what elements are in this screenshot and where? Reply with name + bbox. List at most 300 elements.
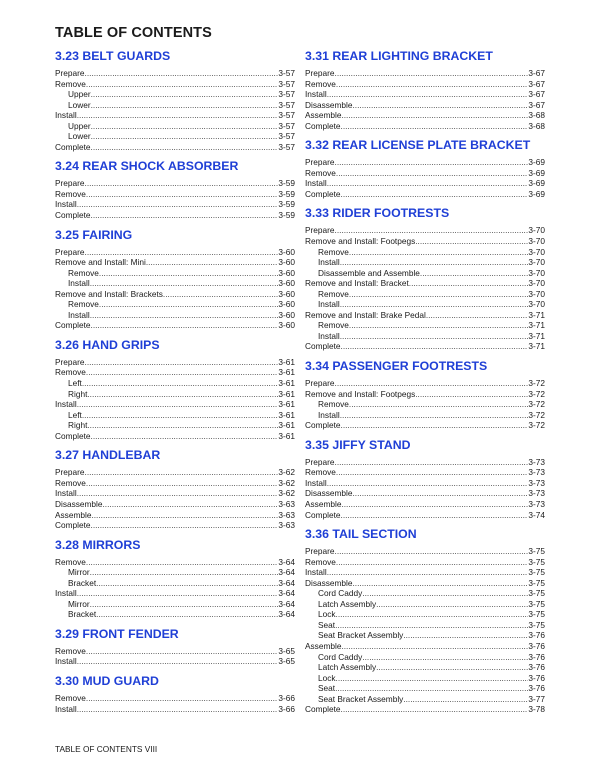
- toc-entry[interactable]: [305, 694, 545, 705]
- dot-leader: [77, 488, 279, 499]
- entry-page-number: 3-75: [528, 588, 545, 599]
- section-heading[interactable]: 3.24 REAR SHOCK ABSORBER: [55, 159, 239, 174]
- toc-entry[interactable]: [305, 341, 545, 352]
- entry-label: Complete: [55, 430, 91, 441]
- dot-leader: [327, 89, 529, 100]
- toc-left-column: [55, 48, 295, 714]
- toc-entry[interactable]: [305, 225, 545, 236]
- entry-page-number: 3-64: [278, 609, 295, 620]
- dot-leader: [415, 389, 528, 400]
- toc-entry[interactable]: [55, 189, 295, 200]
- dot-leader: [335, 157, 529, 168]
- entry-page-number: 3-59: [278, 199, 295, 210]
- toc-entry[interactable]: [55, 467, 295, 478]
- toc-entry[interactable]: [305, 68, 545, 79]
- toc-entry[interactable]: [55, 310, 295, 321]
- entry-label: Disassemble: [55, 498, 103, 509]
- dot-leader: [90, 278, 279, 289]
- dot-leader: [91, 210, 279, 221]
- toc-entry[interactable]: [305, 310, 545, 321]
- entry-page-number: 3-57: [278, 120, 295, 131]
- entry-page-number: 3-76: [528, 640, 545, 651]
- entry-label: Prepare: [55, 178, 85, 189]
- entry-label: Prepare: [305, 225, 335, 236]
- section-heading[interactable]: 3.25 FAIRING: [55, 227, 133, 242]
- dot-leader: [85, 178, 279, 189]
- entry-page-number: 3-60: [278, 320, 295, 331]
- toc-entry[interactable]: [305, 652, 545, 663]
- entry-label: Prepare: [305, 68, 335, 78]
- entry-page-number: 3-73: [528, 456, 545, 467]
- toc-entry[interactable]: [305, 278, 545, 289]
- toc-entry[interactable]: [305, 268, 545, 279]
- entry-page-number: 3-59: [278, 210, 295, 221]
- dot-leader: [341, 420, 529, 431]
- toc-entry[interactable]: [55, 510, 295, 521]
- toc-section: [55, 537, 295, 620]
- dot-leader: [86, 557, 278, 568]
- dot-leader: [403, 694, 528, 705]
- entry-page-number: 3-69: [528, 167, 545, 178]
- dot-leader: [85, 467, 279, 478]
- entry-page-number: 3-73: [528, 467, 545, 478]
- toc-entry[interactable]: [55, 178, 295, 189]
- dot-leader: [77, 399, 279, 410]
- toc-section: [55, 158, 295, 220]
- dot-leader: [87, 420, 278, 431]
- toc-entry[interactable]: [305, 488, 545, 499]
- entry-label: Complete: [305, 420, 341, 431]
- toc-section: [55, 48, 295, 152]
- dot-leader: [349, 320, 528, 331]
- entry-label: Remove: [318, 320, 349, 331]
- entry-page-number: 3-72: [528, 388, 545, 399]
- toc-section: [305, 526, 545, 715]
- entry-label: Remove: [55, 556, 86, 567]
- entry-page-number: 3-74: [528, 509, 545, 520]
- toc-entry[interactable]: [305, 683, 545, 694]
- toc-entry[interactable]: [305, 257, 545, 268]
- entry-label: Disassemble: [305, 99, 353, 110]
- toc-entry[interactable]: [55, 420, 295, 431]
- entry-label: Remove and Install: Brackets: [55, 288, 163, 299]
- toc-entry[interactable]: [305, 510, 545, 521]
- dot-leader: [86, 693, 278, 704]
- toc-entry[interactable]: [305, 320, 545, 331]
- dot-leader: [77, 656, 279, 667]
- toc-entry[interactable]: [55, 389, 295, 400]
- dot-leader: [335, 683, 528, 694]
- entry-label: Install: [305, 89, 327, 100]
- toc-entry[interactable]: [55, 646, 295, 657]
- section-heading[interactable]: 3.35 JIFFY STAND: [305, 437, 411, 452]
- section-heading[interactable]: 3.26 HAND GRIPS: [55, 337, 160, 352]
- toc-entry[interactable]: [305, 499, 545, 510]
- entry-label: Remove: [305, 556, 336, 567]
- toc-section: [55, 447, 295, 530]
- dot-leader: [341, 641, 528, 652]
- dot-leader: [77, 199, 279, 210]
- entry-label: Mirror: [68, 567, 90, 578]
- entry-label: Remove: [68, 267, 99, 278]
- toc-entry[interactable]: [55, 131, 295, 142]
- entry-page-number: 3-57: [278, 141, 295, 152]
- toc-entry[interactable]: [305, 110, 545, 121]
- entry-label: Complete: [305, 704, 341, 715]
- dot-leader: [340, 331, 529, 342]
- entry-page-number: 3-72: [528, 409, 545, 420]
- entry-page-number: 3-59: [278, 188, 295, 199]
- toc-entry[interactable]: [55, 357, 295, 368]
- toc-entry[interactable]: [305, 673, 545, 684]
- entry-label: Disassemble and Assemble: [318, 267, 420, 278]
- entry-page-number: 3-62: [278, 488, 295, 499]
- toc-entry[interactable]: [55, 79, 295, 90]
- toc-entry[interactable]: [55, 110, 295, 121]
- toc-entry[interactable]: [305, 121, 545, 132]
- entry-label: Seat Bracket Assembly: [318, 630, 404, 641]
- toc-entry[interactable]: [55, 257, 295, 268]
- toc-entry[interactable]: [55, 599, 295, 610]
- entry-page-number: 3-61: [278, 430, 295, 441]
- toc-entry[interactable]: [305, 599, 545, 610]
- toc-entry[interactable]: [55, 247, 295, 258]
- dot-leader: [82, 410, 279, 421]
- dot-leader: [340, 257, 529, 268]
- entry-page-number: 3-76: [528, 683, 545, 694]
- entry-page-number: 3-76: [528, 662, 545, 673]
- section-heading[interactable]: 3.29 FRONT FENDER: [55, 626, 179, 641]
- section-heading[interactable]: 3.28 MIRRORS: [55, 537, 141, 552]
- toc-entry[interactable]: [55, 268, 295, 279]
- toc-entry[interactable]: [55, 210, 295, 221]
- entry-page-number: 3-72: [528, 399, 545, 410]
- dot-leader: [86, 646, 278, 657]
- toc-entry[interactable]: [55, 431, 295, 442]
- entry-page-number: 3-60: [278, 257, 295, 268]
- entry-page-number: 3-65: [278, 645, 295, 656]
- dot-leader: [353, 578, 529, 589]
- dot-leader: [96, 609, 278, 620]
- dot-leader: [327, 178, 529, 189]
- entry-label: Assemble: [55, 509, 92, 520]
- toc-entry[interactable]: [305, 420, 545, 431]
- toc-entry[interactable]: [305, 662, 545, 673]
- toc-entry[interactable]: [55, 100, 295, 111]
- dot-leader: [91, 142, 279, 153]
- toc-entry[interactable]: [55, 289, 295, 300]
- entry-page-number: 3-60: [278, 309, 295, 320]
- toc-entry[interactable]: [305, 567, 545, 578]
- dot-leader: [353, 100, 529, 111]
- entry-label: Install: [55, 199, 77, 210]
- entry-label: Install: [55, 110, 77, 121]
- entry-label: Lower: [68, 99, 91, 110]
- section-heading[interactable]: 3.27 HANDLEBAR: [55, 448, 161, 463]
- entry-page-number: 3-73: [528, 488, 545, 499]
- dot-leader: [335, 378, 529, 389]
- toc-entry[interactable]: [55, 488, 295, 499]
- toc-entry[interactable]: [305, 189, 545, 200]
- entry-page-number: 3-66: [278, 703, 295, 714]
- entry-label: Lock: [318, 609, 336, 620]
- toc-entry[interactable]: [55, 567, 295, 578]
- toc-entry[interactable]: [55, 520, 295, 531]
- toc-entry[interactable]: [55, 278, 295, 289]
- toc-entry[interactable]: [305, 236, 545, 247]
- entry-page-number: 3-71: [528, 309, 545, 320]
- toc-entry[interactable]: [55, 704, 295, 715]
- dot-leader: [85, 68, 279, 79]
- entry-label: Upper: [68, 89, 91, 100]
- toc-entry[interactable]: [305, 178, 545, 189]
- dot-leader: [90, 567, 279, 578]
- dot-leader: [341, 121, 529, 132]
- entry-label: Remove: [55, 367, 86, 378]
- dot-leader: [341, 341, 529, 352]
- entry-label: Cord Caddy: [318, 588, 363, 599]
- dot-leader: [362, 588, 528, 599]
- dot-leader: [420, 268, 528, 279]
- entry-label: Prepare: [55, 246, 85, 257]
- section-heading[interactable]: 3.23 BELT GUARDS: [55, 49, 171, 63]
- toc-section: [305, 437, 545, 520]
- toc-entry[interactable]: [305, 168, 545, 179]
- toc-entry[interactable]: [305, 578, 545, 589]
- dot-leader: [349, 289, 528, 300]
- entry-page-number: 3-60: [278, 246, 295, 257]
- toc-entry[interactable]: [55, 121, 295, 132]
- entry-label: Remove: [55, 188, 86, 199]
- entry-label: Install: [55, 703, 77, 714]
- entry-label: Install: [305, 567, 327, 578]
- toc-entry[interactable]: [55, 378, 295, 389]
- toc-entry[interactable]: [55, 478, 295, 489]
- toc-entry[interactable]: [305, 399, 545, 410]
- toc-entry[interactable]: [305, 389, 545, 400]
- entry-page-number: 3-66: [278, 692, 295, 703]
- entry-page-number: 3-61: [278, 409, 295, 420]
- dot-leader: [409, 278, 529, 289]
- entry-label: Mirror: [68, 598, 90, 609]
- toc-entry[interactable]: [55, 68, 295, 79]
- entry-page-number: 3-61: [278, 388, 295, 399]
- dot-leader: [349, 399, 528, 410]
- entry-label: Remove: [305, 467, 336, 478]
- toc-entry[interactable]: [55, 89, 295, 100]
- entry-page-number: 3-60: [278, 278, 295, 289]
- entry-page-number: 3-65: [278, 656, 295, 667]
- entry-page-number: 3-73: [528, 477, 545, 488]
- toc-entry[interactable]: [305, 457, 545, 468]
- toc-entry[interactable]: [305, 331, 545, 342]
- entry-page-number: 3-61: [278, 367, 295, 378]
- dot-leader: [91, 100, 279, 111]
- entry-label: Bracket: [68, 609, 97, 620]
- entry-label: Complete: [305, 509, 341, 520]
- entry-label: Install: [318, 299, 340, 310]
- toc-entry[interactable]: [305, 247, 545, 258]
- entry-label: Seat Bracket Assembly: [318, 693, 404, 704]
- dot-leader: [362, 652, 528, 663]
- entry-page-number: 3-57: [278, 78, 295, 89]
- entry-page-number: 3-61: [278, 399, 295, 410]
- entry-page-number: 3-75: [528, 609, 545, 620]
- entry-page-number: 3-64: [278, 556, 295, 567]
- dot-leader: [336, 557, 528, 568]
- dot-leader: [86, 367, 278, 378]
- toc-entry[interactable]: [55, 557, 295, 568]
- toc-entry[interactable]: [55, 693, 295, 704]
- entry-label: Remove: [55, 692, 86, 703]
- dot-leader: [77, 588, 279, 599]
- toc-entry[interactable]: [55, 142, 295, 153]
- toc-entry[interactable]: [305, 546, 545, 557]
- entry-label: Prepare: [55, 68, 85, 78]
- entry-page-number: 3-57: [278, 110, 295, 121]
- toc-entry[interactable]: [305, 79, 545, 90]
- toc-entry[interactable]: [55, 399, 295, 410]
- entry-label: Remove and Install: Bracket: [305, 278, 409, 289]
- entry-label: Install: [55, 399, 77, 410]
- dot-leader: [90, 599, 279, 610]
- entry-page-number: 3-78: [528, 704, 545, 715]
- toc-entry[interactable]: [305, 620, 545, 631]
- entry-page-number: 3-75: [528, 556, 545, 567]
- entry-page-number: 3-76: [528, 651, 545, 662]
- toc-entry[interactable]: [305, 609, 545, 620]
- section-heading[interactable]: 3.33 RIDER FOOTRESTS: [305, 206, 450, 221]
- toc-entry[interactable]: [305, 557, 545, 568]
- dot-leader: [335, 546, 529, 557]
- dot-leader: [91, 131, 279, 142]
- entry-label: Remove and Install: Brake Pedal: [305, 309, 426, 320]
- dot-leader: [96, 578, 278, 589]
- toc-entry[interactable]: [55, 588, 295, 599]
- dot-leader: [341, 704, 529, 715]
- toc-entry[interactable]: [305, 630, 545, 641]
- entry-label: Install: [318, 257, 340, 268]
- dot-leader: [91, 431, 279, 442]
- toc-entry[interactable]: [55, 410, 295, 421]
- toc-entry[interactable]: [305, 100, 545, 111]
- section-heading[interactable]: 3.30 MUD GUARD: [55, 673, 159, 688]
- entry-label: Prepare: [305, 456, 335, 467]
- entry-page-number: 3-70: [528, 225, 545, 236]
- entry-label: Right: [68, 388, 88, 399]
- entry-label: Complete: [55, 210, 91, 221]
- entry-label: Prepare: [305, 546, 335, 557]
- dot-leader: [77, 110, 279, 121]
- entry-page-number: 3-70: [528, 267, 545, 278]
- dot-leader: [335, 620, 528, 631]
- dot-leader: [335, 457, 529, 468]
- dot-leader: [349, 247, 528, 258]
- entry-page-number: 3-62: [278, 477, 295, 488]
- entry-page-number: 3-67: [528, 68, 545, 78]
- toc-entry[interactable]: [305, 289, 545, 300]
- toc-entry[interactable]: [305, 467, 545, 478]
- section-heading[interactable]: 3.34 PASSENGER FOOTRESTS: [305, 359, 488, 374]
- toc-entry[interactable]: [305, 378, 545, 389]
- toc-entry[interactable]: [305, 641, 545, 652]
- entry-page-number: 3-75: [528, 598, 545, 609]
- entry-page-number: 3-75: [528, 619, 545, 630]
- dot-leader: [415, 236, 528, 247]
- entry-label: Remove: [55, 477, 86, 488]
- entry-page-number: 3-63: [278, 498, 295, 509]
- entry-page-number: 3-67: [528, 89, 545, 100]
- toc-section: [305, 137, 545, 199]
- entry-page-number: 3-67: [528, 99, 545, 110]
- toc-section: [305, 48, 545, 131]
- entry-label: Seat: [318, 619, 336, 630]
- entry-label: Install: [68, 309, 90, 320]
- entry-page-number: 3-63: [278, 509, 295, 520]
- entry-label: Remove: [305, 78, 336, 89]
- toc-entry[interactable]: [55, 656, 295, 667]
- toc-entry[interactable]: [305, 299, 545, 310]
- entry-label: Complete: [305, 341, 341, 352]
- toc-section: [55, 337, 295, 441]
- toc-entry[interactable]: [305, 588, 545, 599]
- entry-page-number: 3-57: [278, 99, 295, 110]
- dot-leader: [335, 225, 529, 236]
- dot-leader: [376, 662, 528, 673]
- entry-label: Prepare: [55, 467, 85, 478]
- toc-entry[interactable]: [55, 199, 295, 210]
- toc-entry[interactable]: [305, 410, 545, 421]
- entry-label: Remove: [318, 288, 349, 299]
- entry-page-number: 3-69: [528, 188, 545, 199]
- entry-label: Lower: [68, 131, 91, 142]
- toc-entry[interactable]: [55, 578, 295, 589]
- entry-page-number: 3-75: [528, 577, 545, 588]
- entry-page-number: 3-57: [278, 131, 295, 142]
- section-heading[interactable]: 3.31 REAR LIGHTING BRACKET: [305, 49, 493, 63]
- toc-entry[interactable]: [55, 367, 295, 378]
- entry-page-number: 3-61: [278, 378, 295, 389]
- toc-entry[interactable]: [55, 320, 295, 331]
- toc-entry[interactable]: [305, 704, 545, 715]
- toc-entry[interactable]: [305, 157, 545, 168]
- dot-leader: [82, 378, 279, 389]
- dot-leader: [336, 467, 528, 478]
- entry-page-number: 3-75: [528, 546, 545, 557]
- entry-page-number: 3-63: [278, 520, 295, 531]
- entry-label: Disassemble: [305, 577, 353, 588]
- entry-page-number: 3-70: [528, 278, 545, 289]
- toc-entry[interactable]: [55, 609, 295, 620]
- entry-page-number: 3-60: [278, 288, 295, 299]
- dot-leader: [403, 630, 528, 641]
- toc-entry[interactable]: [305, 478, 545, 489]
- toc-entry[interactable]: [55, 499, 295, 510]
- entry-page-number: 3-60: [278, 267, 295, 278]
- entry-label: Install: [55, 656, 77, 667]
- entry-label: Remove: [318, 399, 349, 410]
- entry-label: Disassemble: [305, 488, 353, 499]
- toc-entry[interactable]: [55, 299, 295, 310]
- section-heading[interactable]: 3.36 TAIL SECTION: [305, 527, 417, 542]
- toc-entry[interactable]: [305, 89, 545, 100]
- entry-page-number: 3-59: [278, 178, 295, 189]
- dot-leader: [91, 520, 279, 531]
- entry-page-number: 3-57: [278, 68, 295, 78]
- section-heading[interactable]: 3.32 REAR LICENSE PLATE BRACKET: [305, 138, 531, 153]
- dot-leader: [335, 68, 529, 79]
- dot-leader: [336, 79, 528, 90]
